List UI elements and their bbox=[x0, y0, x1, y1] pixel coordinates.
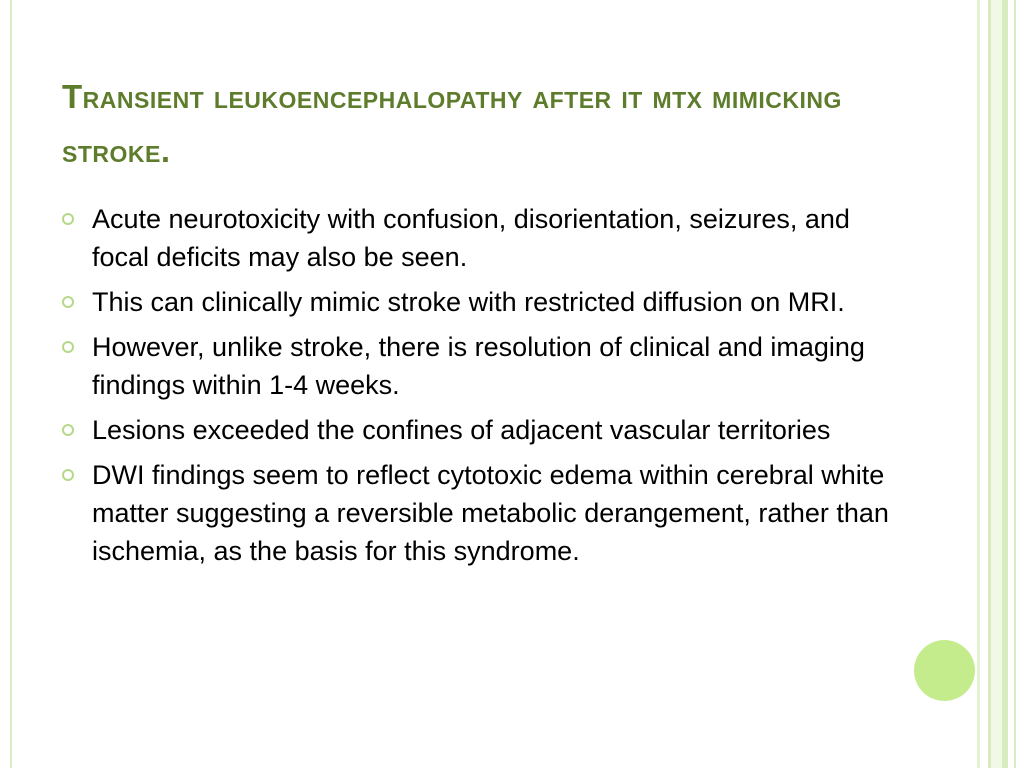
bullet-item bbox=[62, 411, 892, 449]
bullet-item bbox=[62, 200, 892, 276]
decorative-circle bbox=[914, 640, 975, 701]
slide-title: Transient leukoencephalopathy after it mtx mimicking stroke. bbox=[62, 78, 842, 169]
bullet-item bbox=[62, 328, 892, 404]
circle-bullet-icon bbox=[62, 213, 74, 225]
bullet-item bbox=[62, 456, 892, 570]
bullet-text: Acute neurotoxicity with confusion, disorientation, seizures, and focal deficits may also be seen. bbox=[92, 204, 850, 272]
decorative-stripe bbox=[1014, 0, 1016, 768]
decorative-stripe bbox=[980, 0, 988, 768]
circle-bullet-icon bbox=[62, 469, 74, 481]
bullet-text: This can clinically mimic stroke with restricted diffusion on MRI. bbox=[92, 287, 845, 317]
circle-bullet-icon bbox=[62, 296, 74, 308]
left-border-line bbox=[10, 0, 12, 768]
bullet-text: Lesions exceeded the confines of adjacent vascular territories bbox=[92, 415, 831, 445]
bullet-item bbox=[62, 283, 892, 321]
bullet-text: However, unlike stroke, there is resolution of clinical and imaging findings within 1-4 weeks. bbox=[92, 332, 865, 400]
bullet-list bbox=[62, 200, 892, 577]
decorative-stripe bbox=[991, 0, 1002, 768]
circle-bullet-icon bbox=[62, 424, 74, 436]
bullet-text: DWI findings seem to reflect cytotoxic edema within cerebral white matter suggesting a reversible metabolic derangement, rather than ischemia, as the basis for this syndrome. bbox=[92, 460, 889, 566]
decorative-stripe bbox=[1008, 0, 1024, 768]
circle-bullet-icon bbox=[62, 341, 74, 353]
